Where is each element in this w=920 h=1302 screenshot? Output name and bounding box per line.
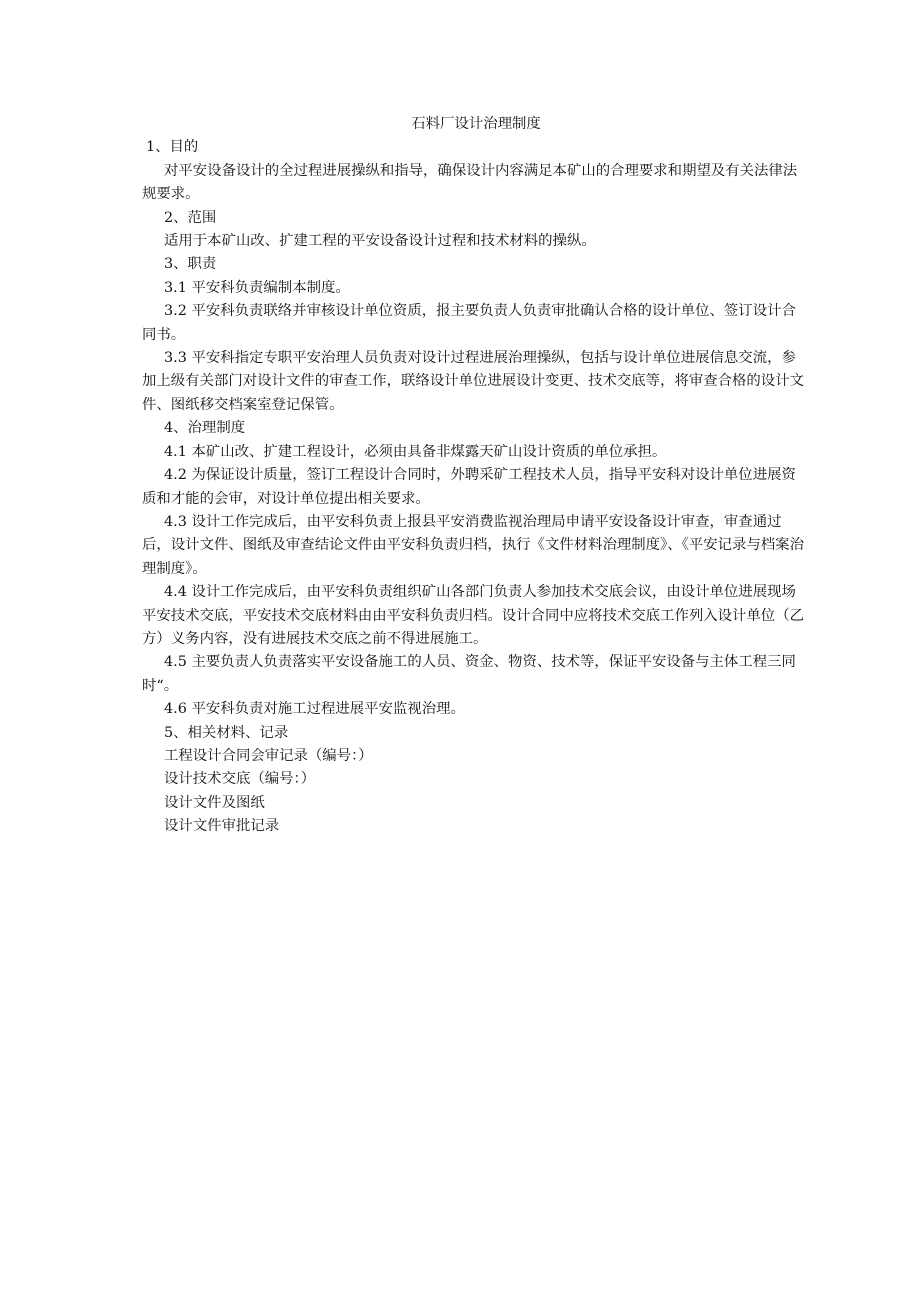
record-item: 设计文件审批记录 xyxy=(164,818,280,835)
paragraph-scope: 适用于本矿山改、扩建工程的平安设备设计过程和技术材料的操纵。 xyxy=(164,233,596,250)
item-3-1: 3.1 平安科负责编制本制度。 xyxy=(164,279,350,296)
item-4-3: 4.3 设计工作完成后，由平安科负责上报县平安消费监视治理局申请平安设备设计审查，审查通过后，设计文件、图纸及审查结论文件由平安科负责归档，执行《文件材料治理制度》、《平安记录与档案治理制度》。 xyxy=(142,513,804,577)
record-item: 设计技术交底（编号：） xyxy=(164,771,316,788)
section-heading-rules: 4、治理制度 xyxy=(164,420,246,437)
document-body xyxy=(142,113,810,839)
section-heading-responsibilities: 3、职责 xyxy=(164,256,217,273)
document-title: 石料厂设计治理制度 xyxy=(411,116,541,132)
item-3-2: 3.2 平安科负责联络并审核设计单位资质，报主要负责人负责审批确认合格的设计单位、签订设计合同书。 xyxy=(142,303,796,343)
section-heading-scope: 2、范围 xyxy=(164,209,217,226)
section-heading-records: 5、相关材料、记录 xyxy=(164,724,289,741)
item-4-2: 4.2 为保证设计质量，签订工程设计合同时，外聘采矿工程技术人员，指导平安科对设计单位进展资质和才能的会审，对设计单位提出相关要求。 xyxy=(142,467,796,507)
item-4-5: 4.5 主要负责人负责落实平安设备施工的人员、资金、物资、技术等，保证平安设备与主体工程三同时“。 xyxy=(142,654,796,694)
record-item: 工程设计合同会审记录（编号：） xyxy=(164,747,373,764)
section-heading-purpose: 1、目的 xyxy=(146,139,199,156)
item-3-3: 3.3 平安科指定专职平安治理人员负责对设计过程进展治理操纵，包括与设计单位进展信息交流，参加上级有关部门对设计文件的审查工作，联络设计单位进展设计变更、技术交底等，将审查合格的设计文件、图纸移交档案室登记保管。 xyxy=(142,350,804,413)
paragraph-purpose: 对平安设备设计的全过程进展操纵和指导，确保设计内容满足本矿山的合理要求和期望及有关法律法规要求。 xyxy=(142,162,798,203)
record-item: 设计文件及图纸 xyxy=(164,794,265,811)
item-4-4: 4.4 设计工作完成后，由平安科负责组织矿山各部门负责人参加技术交底会议，由设计单位进展现场平安技术交底，平安技术交底材料由由平安科负责归档。设计合同中应将技术交底工作列入设计单位（乙方）义务内容，没有进展技术交底之前不得进展施工。 xyxy=(142,584,804,647)
item-4-1: 4.1 本矿山改、扩建工程设计，必须由具备非煤露天矿山设计资质的单位承担。 xyxy=(164,443,667,460)
item-4-6: 4.6 平安科负责对施工过程进展平安监视治理。 xyxy=(164,701,465,718)
